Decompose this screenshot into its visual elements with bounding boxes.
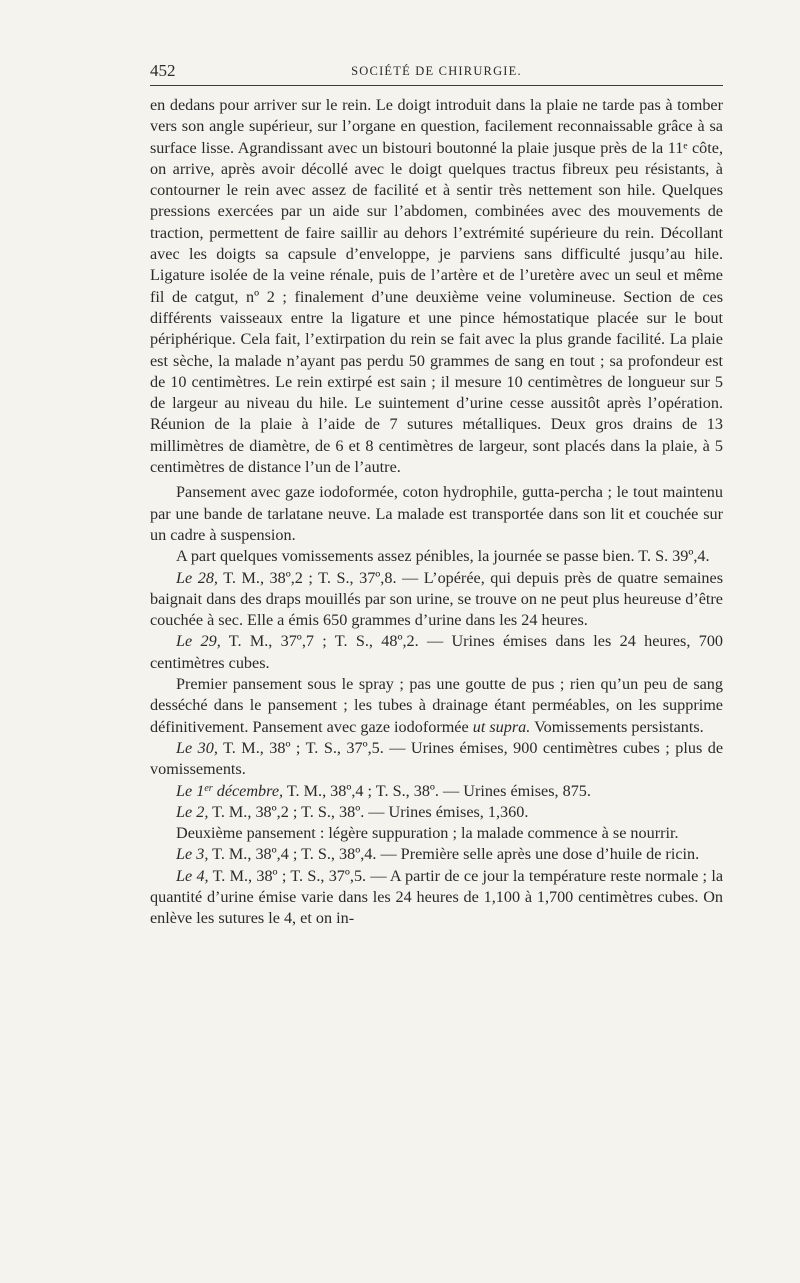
entry-text: Premier pansement sous le spray ; pas une goutte de pus ; rien qu’un peu de sang desséché dans le pansement ; les tubes à drainage étant perméables, on les supprime définitivement. Pansement avec gaze iodoformée [150, 675, 723, 736]
entry-text: T. M., 38º,4 ; T. S., 38º,4. — Première selle après une dose d’huile de ricin. [208, 845, 700, 864]
paragraph-december-2 [150, 802, 723, 823]
date-prefix: Le 1 [176, 781, 205, 800]
paragraph-second-dressing: Deuxième pansement : légère suppuration ; la malade commence à se nourrir. [176, 824, 679, 843]
entry-text: T. M., 38º ; T. S., 37º,5. — A partir de ce jour la température reste normale ; la quantité d’urine émise varie dans les 24 heures de 1,100 à 1,700 centimètres cubes. On enlève les sutures le 4, et on in- [150, 866, 723, 928]
date-label: Le 29, [176, 632, 221, 651]
running-title: SOCIÉTÉ DE CHIRURGIE. [351, 64, 522, 78]
paragraph-december-1 [150, 781, 723, 802]
paragraph-operation: en dedans pour arriver sur le rein. Le doigt introduit dans la plaie ne tarde pas à tomber vers son angle supérieur, sur l’organe en question, facilement reconnaissable grâce à sa surface lisse. Agrandissant avec un bistouri boutonné la plaie jusque près de la 11ᵉ côte, on arrive, après avoir décollé avec le doigt quelques tractus fibreux peu résistants, à contourner le rein avec assez de facilité et à sentir très nettement son hile. Quelques pressions exercées par un aide sur l’abdomen, combinées avec des mouvements de traction, permettent de faire saillir au dehors l’extrémité supérieure du rein. Décollant avec les doigts sa capsule d’enveloppe, je parviens sans difficulté jusqu’au hile. Ligature isolée de la veine rénale, puis de l’artère et de l’uretère avec un seul et même fil de catgut, nº 2 ; finalement d’une deuxième veine volumineuse. Section de ces différents vaisseaux entre la ligature et une pince hémostatique placée sur le bout périphérique. Cela fait, l’extirpation du rein se fait avec la plus grande facilité. La plaie est sèche, la malade n’ayant pas perdu 50 grammes de sang en tout ; sa profondeur est de 10 centimètres. Le rein extirpé est sain ; il mesure 10 centimètres de longueur sur 5 de largeur au niveau du hile. Le suintement d’urine cesse aussitôt après l’opération. Réunion de la plaie à l’aide de 7 sutures métalliques. Deux gros drains de 13 millimètres de diamètre, de 6 et 8 centimètres de largeur, sont placés dans la plaie, à 5 centimètres de distance l’un de l’autre. [150, 96, 723, 477]
date-label: Le 30, [176, 738, 218, 757]
paragraph-dressing: Pansement avec gaze iodoformée, coton hydrophile, gutta-percha ; le tout maintenu par une bande de tarlatane neuve. La malade est transportée dans son lit et couchée sur un cadre à suspension. [150, 483, 723, 544]
entry-text: T. M., 37º,7 ; T. S., 48º,2. — Urines émises dans les 24 heures, 700 centimètres cubes. [150, 632, 724, 672]
entry-text: T. M., 38º,2 ; T. S., 38º. — Urines émises, 1,360. [208, 802, 529, 821]
running-header [150, 55, 723, 86]
date-label [176, 782, 283, 800]
entry-text: T. M., 38º ; T. S., 37º,5. — Urines émises, 900 centimètres cubes ; plus de vomissements. [150, 738, 724, 779]
paragraph-first-dressing [150, 674, 723, 738]
date-label: Le 2, [176, 802, 209, 821]
entry-text-after: Vomissements persistants. [530, 717, 704, 736]
body-text [150, 95, 723, 930]
paragraph-december-3 [150, 844, 723, 865]
paragraph-day-28 [150, 568, 723, 632]
paragraph-day-30 [150, 738, 723, 781]
date-superscript: er [204, 782, 213, 794]
date-suffix: décembre, [212, 781, 284, 800]
paragraph-first-day: A part quelques vomissements assez pénibles, la journée se passe bien. T. S. 39º,4. [176, 547, 710, 566]
paragraph-december-4 [150, 866, 723, 930]
entry-text: T. M., 38º,4 ; T. S., 38º. — Urines émises, 875. [283, 781, 591, 800]
date-label: Le 3, [176, 845, 209, 864]
entry-text: T. M., 38º,2 ; T. S., 37º,8. — L’opérée, qui depuis près de quatre semaines baignait dans des draps mouillés par son urine, se trouve on ne peut plus heureuse d’être couchée à sec. Elle a émis 650 grammes d’urine dans les 24 heures. [150, 568, 723, 630]
date-label: Le 4, [176, 866, 209, 885]
page-number: 452 [150, 61, 176, 80]
paragraph-day-29 [150, 631, 723, 674]
italic-phrase: ut supra. [472, 717, 531, 736]
date-label: Le 28, [176, 568, 218, 587]
